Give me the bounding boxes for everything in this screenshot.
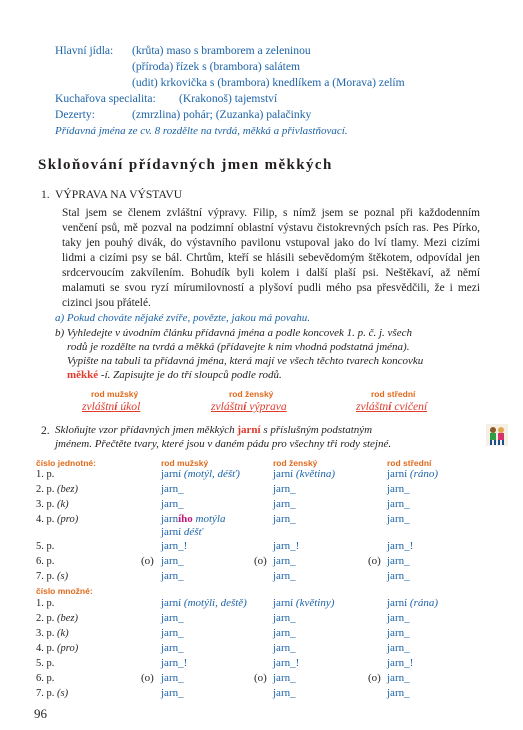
case-number: 3. p. <box>36 628 55 639</box>
cell-sg1-n <box>387 468 438 480</box>
cell-pl1-f <box>273 597 334 609</box>
cell-sg4-m-animate <box>161 513 226 525</box>
cell-sg7-f: jarn_ <box>273 570 296 582</box>
case-label <box>36 613 78 624</box>
gender-header-m: rod mužský <box>91 389 139 399</box>
cell-noun: (ráno) <box>407 468 439 480</box>
o-marker: (o) <box>254 672 267 684</box>
case-label <box>36 658 54 669</box>
case-number: 7. p. <box>36 688 55 699</box>
example-noun: výprava <box>246 400 287 413</box>
case-number: 1. p. <box>36 469 55 480</box>
case-number: 5. p. <box>36 658 55 669</box>
cell-sg5-m: jarn_! <box>161 540 188 552</box>
cell-pl6-m: jarn_ <box>161 672 184 684</box>
cell-pl3-m: jarn_ <box>161 627 184 639</box>
case-number: 1. p. <box>36 598 55 609</box>
gender-header-f: rod ženský <box>229 389 274 399</box>
o-marker: (o) <box>368 555 381 567</box>
ex2-line1-a: Skloňujte vzor přídavných jmen měkkých <box>55 424 238 436</box>
singular-header: číslo jednotné: <box>36 458 96 468</box>
ex2-line1-c: s příslušným podstatným <box>260 424 373 436</box>
task-b-line4-rest: -í. Zapisujte je do tří sloupců podle rodů. <box>98 369 282 381</box>
menu-value-2: (příroda) řízek s (brambora) salátem <box>132 60 301 73</box>
case-number: 2. p. <box>36 613 55 624</box>
section-title: Skloňování přídavných jmen měkkých <box>38 157 333 173</box>
cell-pl5-n: jarn_! <box>387 657 414 669</box>
cell-noun: (motýli, deště) <box>181 597 247 609</box>
exercise-1-task-b-line4 <box>67 369 282 381</box>
table-gender-f: rod ženský <box>273 458 318 468</box>
case-question: (bez) <box>57 484 78 495</box>
cell-sg5-f: jarn_! <box>273 540 300 552</box>
highlight-soft: měkké <box>67 369 99 381</box>
cell-sg2-f: jarn_ <box>273 483 296 495</box>
cell-noun: (květina) <box>293 468 336 480</box>
exercise-1-task-b-line3: Vypište na tabuli ta přídavná jména, která mají ve všech těchto tvarech koncovku <box>67 355 424 367</box>
menu-row-1 <box>55 44 113 57</box>
exercise-1-task-b-line2: rodů je rozdělte na tvrdá a měkká (přídavejte k nim vhodná podstatná jména). <box>67 341 410 353</box>
cell-word: jarní <box>161 526 182 538</box>
exercise-2-number: 2. <box>41 424 50 437</box>
exercise-1-task-b-line1: b) Vyhledejte v úvodním článku přídavná jména a podle koncovek 1. p. č. j. všech <box>55 327 412 339</box>
example-noun: cvičení <box>391 400 428 413</box>
exercise-1-title: VÝPRAVA NA VÝSTAVU <box>55 188 183 201</box>
case-label <box>36 469 54 480</box>
example-stem: zvláštn <box>356 400 389 413</box>
case-question: (s) <box>57 571 69 582</box>
gender-example-m <box>82 400 140 413</box>
cell-word: jarní <box>273 597 294 609</box>
cell-word: jarní <box>161 468 182 480</box>
case-label <box>36 514 78 525</box>
cell-sg2-n: jarn_ <box>387 483 410 495</box>
menu-value-4: (Krakonoš) tajemství <box>179 92 278 105</box>
case-number: 4. p. <box>36 514 55 525</box>
case-number: 4. p. <box>36 643 55 654</box>
cell-sg4-m-inanimate <box>161 526 203 538</box>
cell-pl3-f: jarn_ <box>273 627 296 639</box>
cell-word: jarní <box>161 597 182 609</box>
case-number: 6. p. <box>36 673 55 684</box>
case-question: (pro) <box>57 643 79 654</box>
cell-noun: déšť <box>181 526 203 538</box>
exercise-2-line1 <box>55 424 372 436</box>
case-label <box>36 598 54 609</box>
cell-sg2-m: jarn_ <box>161 483 184 495</box>
cell-sg6-f: jarn_ <box>273 555 296 567</box>
o-marker: (o) <box>141 672 154 684</box>
case-question: (bez) <box>57 613 78 624</box>
menu-label: Hlavní jídla: <box>55 44 114 57</box>
gender-example-f <box>211 400 287 413</box>
cell-pl3-n: jarn_ <box>387 627 410 639</box>
page-number: 96 <box>34 706 47 721</box>
cell-noun: (motýl, déšť) <box>181 468 240 480</box>
case-label <box>36 571 68 582</box>
cell-sg7-m: jarn_ <box>161 570 184 582</box>
cell-pl4-m: jarn_ <box>161 642 184 654</box>
example-ending: í <box>243 400 247 413</box>
menu-label-4: Kuchařova specialita: <box>55 92 156 105</box>
exercise-1-text: Stal jsem se členem zvláštní výpravy. Filip, s nímž jsem se poznal při každodenním venčení psů, mě pozval na podzimní oblastní výstavu čistokrevných psích ras. Pes Pírko, taky jen pouhý divák, do výstavního pavilonu vstupoval jako do lví tlamy. Mezi cizími lidmi a cizími psy se bál. Chrtům, kteří se hlásili sebevědomým štěkotem, odpovídal jen srdcervoucím zakvílením. Bohudík byli kolem i další plaší psi. Neštěkaví, až němí malamuti se svou ryzí mírumilovností a plyšoví pudli mého psa přesvědčili, že i mezi cizinci jsou přátelé. <box>62 207 480 309</box>
cell-sg4-f: jarn_ <box>273 513 296 525</box>
table-gender-m: rod mužský <box>161 458 209 468</box>
cell-pl1-n <box>387 597 438 609</box>
gender-example-n <box>356 400 427 413</box>
example-noun: úkol <box>117 400 141 413</box>
cell-pl7-m: jarn_ <box>161 687 184 699</box>
menu-value-3: (udit) krkovička s (brambora) knedlíkem a (Morava) zelím <box>132 76 405 89</box>
plural-header: číslo množné: <box>36 586 93 596</box>
cell-pl2-f: jarn_ <box>273 612 296 624</box>
cell-noun: (rána) <box>407 597 439 609</box>
cell-ending: ího <box>178 513 193 525</box>
cell-noun: motýla <box>192 513 226 525</box>
case-label <box>36 673 54 684</box>
example-ending: í <box>388 400 392 413</box>
cell-sg6-m: jarn_ <box>161 555 184 567</box>
menu-value-5: (zmrzlina) pohár; (Zuzanka) palačinky <box>132 108 312 121</box>
case-label <box>36 556 54 567</box>
cell-sg5-n: jarn_! <box>387 540 414 552</box>
cell-pl4-f: jarn_ <box>273 642 296 654</box>
gender-header-n: rod střední <box>371 389 416 399</box>
exercise-1-task-a: a) Pokud chováte nějaké zvíře, povězte, jakou má povahu. <box>55 312 311 324</box>
cell-sg7-n: jarn_ <box>387 570 410 582</box>
case-number: 3. p. <box>36 499 55 510</box>
case-number: 2. p. <box>36 484 55 495</box>
cell-stem: jarn <box>161 513 179 525</box>
case-label <box>36 499 69 510</box>
ex2-keyword: jarní <box>237 424 261 436</box>
cell-pl2-m: jarn_ <box>161 612 184 624</box>
case-number: 7. p. <box>36 571 55 582</box>
case-label <box>36 484 78 495</box>
cell-pl7-n: jarn_ <box>387 687 410 699</box>
cell-pl4-n: jarn_ <box>387 642 410 654</box>
cell-sg3-n: jarn_ <box>387 498 410 510</box>
cell-sg1-m <box>161 468 240 480</box>
case-label <box>36 688 68 699</box>
cell-pl6-f: jarn_ <box>273 672 296 684</box>
o-marker: (o) <box>254 555 267 567</box>
case-label <box>36 643 78 654</box>
example-ending: í <box>114 400 118 413</box>
cell-noun: (květiny) <box>293 597 335 609</box>
cell-sg4-n: jarn_ <box>387 513 410 525</box>
cell-sg3-m: jarn_ <box>161 498 184 510</box>
cell-pl5-f: jarn_! <box>273 657 300 669</box>
exercise-2-line2: jménem. Přečtěte tvary, které jsou v daném pádu pro všechny tři rody stejné. <box>55 438 392 450</box>
cell-pl7-f: jarn_ <box>273 687 296 699</box>
cell-word: jarní <box>387 468 408 480</box>
cell-pl6-n: jarn_ <box>387 672 410 684</box>
o-marker: (o) <box>368 672 381 684</box>
table-gender-n: rod střední <box>387 458 432 468</box>
cell-pl2-n: jarn_ <box>387 612 410 624</box>
example-stem: zvláštn <box>211 400 244 413</box>
case-question: (k) <box>57 499 69 510</box>
cell-word: jarní <box>273 468 294 480</box>
cell-pl1-m <box>161 597 247 609</box>
case-label <box>36 541 54 552</box>
cell-sg6-n: jarn_ <box>387 555 410 567</box>
menu-value-1: (krůta) maso s bramborem a zeleninou <box>132 44 311 57</box>
o-marker: (o) <box>141 555 154 567</box>
case-label <box>36 628 69 639</box>
pair-work-icon <box>486 424 508 446</box>
case-number: 5. p. <box>36 541 55 552</box>
case-question: (s) <box>57 688 69 699</box>
menu-note: Přídavná jména ze cv. 8 rozdělte na tvrdá, měkká a přivlastňovací. <box>55 125 348 137</box>
case-question: (k) <box>57 628 69 639</box>
menu-label-5: Dezerty: <box>55 108 95 121</box>
exercise-1-number: 1. <box>41 188 50 201</box>
cell-sg1-f <box>273 468 335 480</box>
cell-sg3-f: jarn_ <box>273 498 296 510</box>
case-number: 6. p. <box>36 556 55 567</box>
cell-word: jarní <box>387 597 408 609</box>
example-stem: zvláštn <box>82 400 115 413</box>
case-question: (pro) <box>57 514 79 525</box>
cell-pl5-m: jarn_! <box>161 657 188 669</box>
